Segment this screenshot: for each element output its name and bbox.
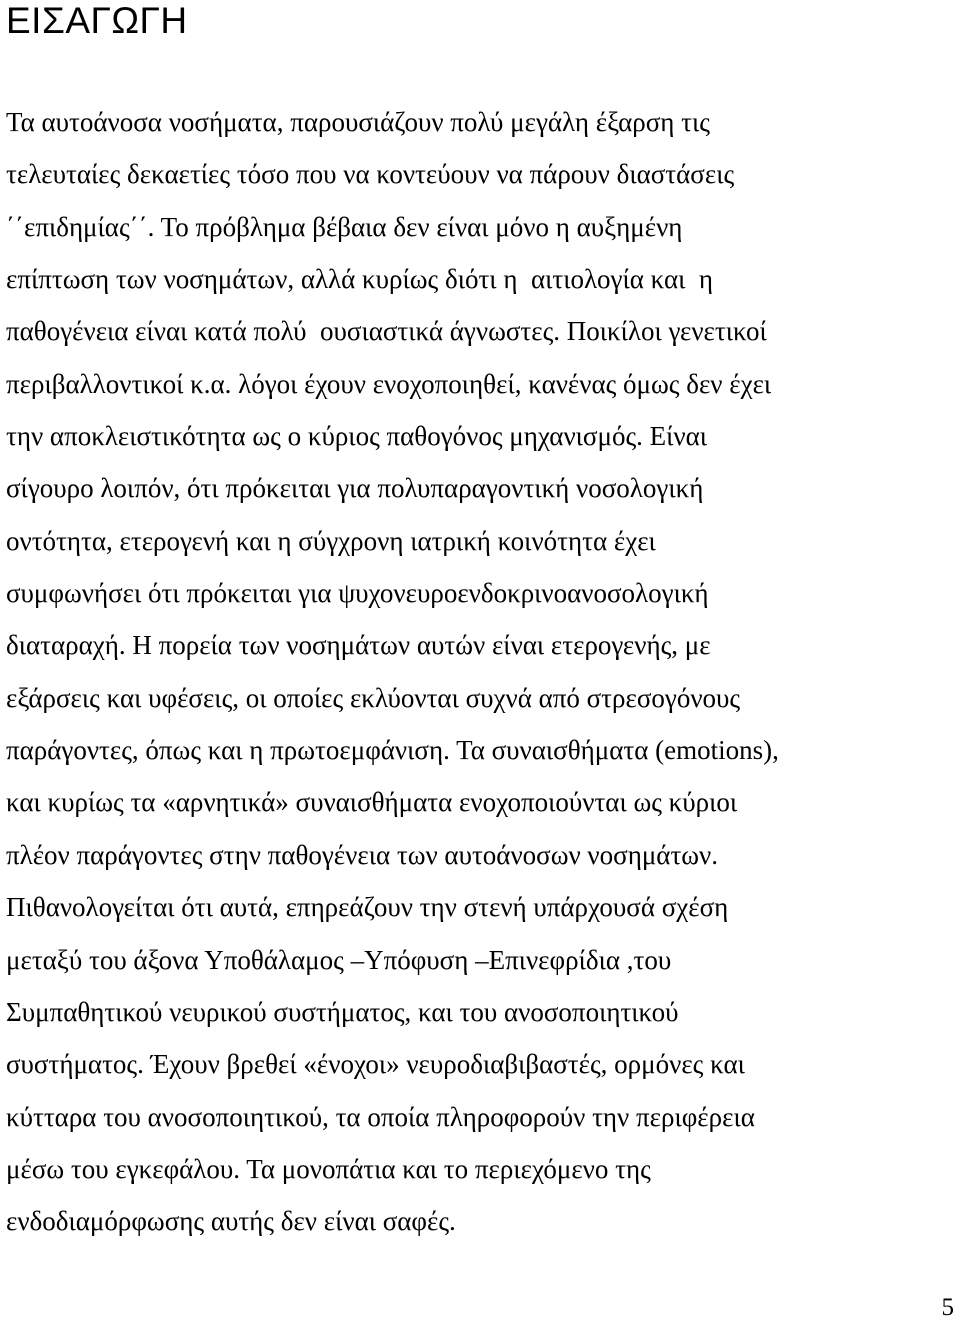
text-line: περιβαλλοντικοί κ.α. λόγοι έχουν ενοχοποιηθεί, κανένας όμως δεν έχει xyxy=(6,368,772,399)
text-line: συμφωνήσει ότι πρόκειται για ψυχονευροενδοκρινοανοσολογική xyxy=(6,578,709,609)
text-line: παθογένεια είναι κατά πολύ ουσιαστικά άγνωστες. Ποικίλοι γενετικοί xyxy=(6,316,767,347)
text-line: ενδοδιαμόρφωσης αυτής δεν είναι σαφές. xyxy=(6,1206,456,1237)
text-line: κύτταρα του ανοσοποιητικού, τα οποία πληροφορούν την περιφέρεια xyxy=(6,1101,755,1132)
text-line: διαταραχή. Η πορεία των νοσημάτων αυτών είναι ετερογενής, με xyxy=(6,630,711,661)
text-line: Συμπαθητικού νευρικού συστήματος, και του ανοσοποιητικού xyxy=(6,996,679,1027)
text-line: Τα αυτοάνοσα νοσήματα, παρουσιάζουν πολύ μεγάλη έξαρση τις xyxy=(6,107,710,137)
text-line: σίγουρο λοιπόν, ότι πρόκειται για πολυπαραγοντική νοσολογική xyxy=(6,473,704,504)
text-line: Πιθανολογείται ότι αυτά, επηρεάζουν την στενή υπάρχουσά σχέση xyxy=(6,892,729,923)
text-line: επίπτωση των νοσημάτων, αλλά κυρίως διότι η αιτιολογία και η xyxy=(6,264,714,295)
page-number: 5 xyxy=(941,1294,954,1321)
page-title: ΕΙΣΑΓΩΓΗ xyxy=(6,0,188,41)
text-line: μεταξύ του άξονα Υποθάλαμος –Υπόφυση –Επινεφρίδια ,του xyxy=(6,944,672,975)
text-line: παράγοντες, όπως και η πρωτοεμφάνιση. Τα συναισθήματα (emotions), xyxy=(6,735,779,766)
text-line: ΄΄επιδημίας΄΄. Το πρόβλημα βέβαια δεν είναι μόνο η αυξημένη xyxy=(6,211,683,242)
text-line: πλέον παράγοντες στην παθογένεια των αυτοάνοσων νοσημάτων. xyxy=(6,839,719,870)
text-line: και κυρίως τα «αρνητικά» συναισθήματα ενοχοποιούνται ως κύριοι xyxy=(6,787,738,818)
text-line: μέσω του εγκεφάλου. Τα μονοπάτια και το περιεχόμενο της xyxy=(6,1153,651,1184)
text-line: οντότητα, ετερογενή και η σύγχρονη ιατρική κοινότητα έχει xyxy=(6,525,656,556)
body-paragraph xyxy=(6,96,960,1248)
text-line: εξάρσεις και υφέσεις, οι οποίες εκλύονται συχνά από στρεσογόνους xyxy=(6,682,741,713)
text-line: τελευταίες δεκαετίες τόσο που να κοντεύουν να πάρουν διαστάσεις xyxy=(6,159,735,190)
text-line: συστήματος. Έχουν βρεθεί «ένοχοι» νευροδιαβιβαστές, ορμόνες και xyxy=(6,1049,745,1080)
text-line: την αποκλειστικότητα ως ο κύριος παθογόνος μηχανισμός. Είναι xyxy=(6,421,708,452)
